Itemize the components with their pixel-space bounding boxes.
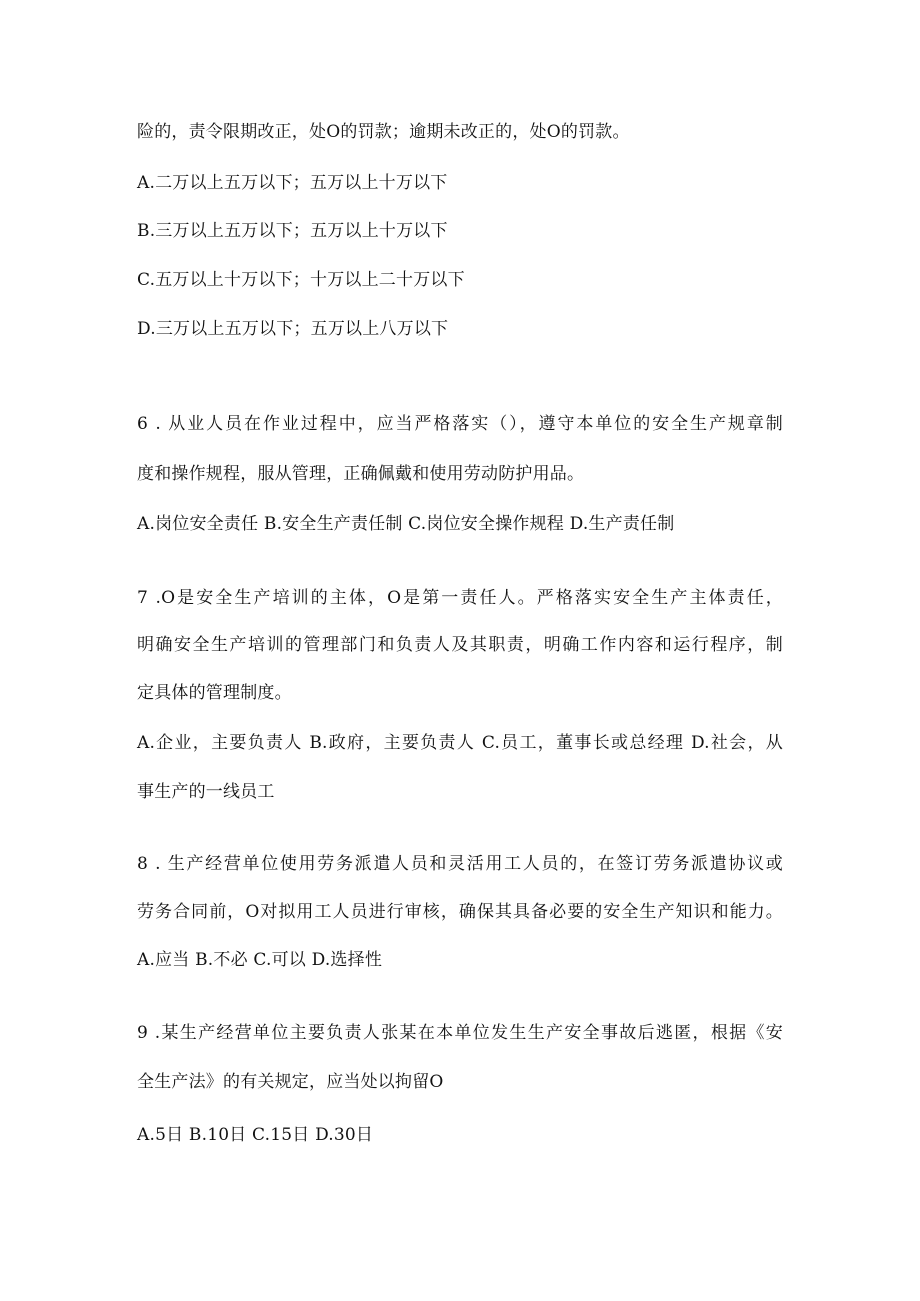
q5-continuation: 险的，责令限期改正，处O的罚款；逾期未改正的，处O的罚款。 xyxy=(137,122,630,142)
q7-text-line-3: 定具体的管理制度。 xyxy=(137,683,292,703)
q5-option-a: A.二万以上五万以下；五万以上十万以下 xyxy=(137,173,448,193)
q7-text-line-1: 7 .O是安全生产培训的主体，O是第一责任人。严格落实安全生产主体责任， xyxy=(137,588,783,608)
q7-options-line-2: 事生产的一线员工 xyxy=(137,782,275,802)
q9-text-line-1: 9 .某生产经营单位主要负责人张某在本单位发生生产安全事故后逃匿，根据《安 xyxy=(137,1023,783,1043)
q7-text-line-2: 明确安全生产培训的管理部门和负责人及其职责，明确工作内容和运行程序，制 xyxy=(137,635,783,655)
q9-options: A.5日 B.10日 C.15日 D.30日 xyxy=(137,1125,374,1145)
q9-text-line-2: 全生产法》的有关规定，应当处以拘留O xyxy=(137,1072,444,1092)
q8-text-line-1: 8 . 生产经营单位使用劳务派遣人员和灵活用工人员的，在签订劳务派遣协议或 xyxy=(137,854,783,874)
q5-option-b: B.三万以上五万以下；五万以上十万以下 xyxy=(137,221,448,241)
q6-text-line-2: 度和操作规程，服从管理，正确佩戴和使用劳动防护用品。 xyxy=(137,464,585,484)
q7-options-line-1: A.企业，主要负责人 B.政府，主要负责人 C.员工，董事长或总经理 D.社会，从 xyxy=(137,733,783,753)
q6-options: A.岗位安全责任 B.安全生产责任制 C.岗位安全操作规程 D.生产责任制 xyxy=(137,514,675,534)
q8-options: A.应当 B.不必 C.可以 D.选择性 xyxy=(137,950,383,970)
q8-text-line-2: 劳务合同前，O对拟用工人员进行审核，确保其具备必要的安全生产知识和能力。 xyxy=(137,902,783,922)
q6-text-line-1: 6 . 从业人员在作业过程中，应当严格落实（），遵守本单位的安全生产规章制 xyxy=(137,414,783,434)
q5-option-d: D.三万以上五万以下；五万以上八万以下 xyxy=(137,319,449,339)
q5-option-c: C.五万以上十万以下；十万以上二十万以下 xyxy=(137,270,465,290)
